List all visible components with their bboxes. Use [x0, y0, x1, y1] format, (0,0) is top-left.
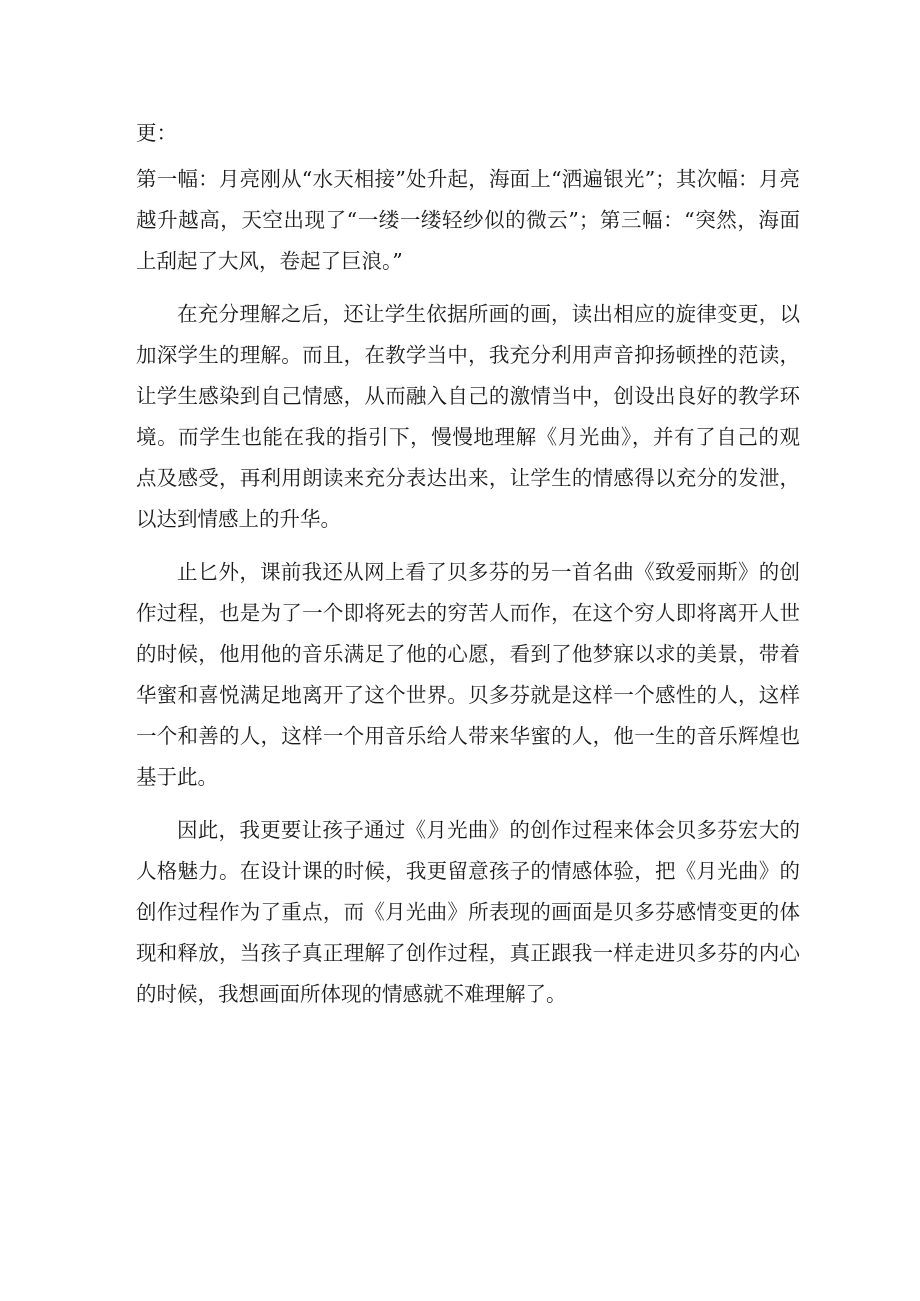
paragraph-continuation: 更：	[136, 121, 177, 145]
document-body	[136, 113, 800, 1027]
paragraph-conclusion: 因此，我更要让孩子通过《月光曲》的创作过程来体会贝多芬宏大的人格魅力。在设计课的时候，我更留意孩子的情感体验，把《月光曲》的创作过程作为了重点，而《月光曲》所表现的画面是贝多芬感情变更的体现和释放，当孩子真正理解了创作过程，真正跟我一样走进贝多芬的内心的时候，我想画面所体现的情感就不难理解了。	[136, 818, 800, 1006]
paragraph-fur-elise: 止匕外，课前我还从网上看了贝多芬的另一首名曲《致爱丽斯》的创作过程，也是为了一个即将死去的穷苦人而作，在这个穷人即将离开人世的时候，他用他的音乐满足了他的心愿，看到了他梦寐以求的美景，带着华蜜和喜悦满足地离开了这个世界。贝多芬就是这样一个感性的人，这样一个和善的人，这样一个用音乐给人带来华蜜的人，他一生的音乐辉煌也基于此。	[136, 560, 800, 789]
paragraph-moon-scenes: 第一幅：月亮刚从“水天相接”处升起，海面上“洒遍银光”；其次幅：月亮越升越高，天空出现了“一缕一缕轻纱似的微云”；第三幅：“突然，海面上刮起了大风，卷起了巨浪。”	[136, 167, 800, 273]
paragraph-reading-practice: 在充分理解之后，还让学生依据所画的画，读出相应的旋律变更，以加深学生的理解。而且，在教学当中，我充分利用声音抑扬顿挫的范读，让学生感染到自己情感，从而融入自己的激情当中，创设出良好的教学环境。而学生也能在我的指引下，慢慢地理解《月光曲》，并有了自己的观点及感受，再利用朗读来充分表达出来，让学生的情感得以充分的发泄，以达到情感上的升华。	[136, 302, 800, 531]
